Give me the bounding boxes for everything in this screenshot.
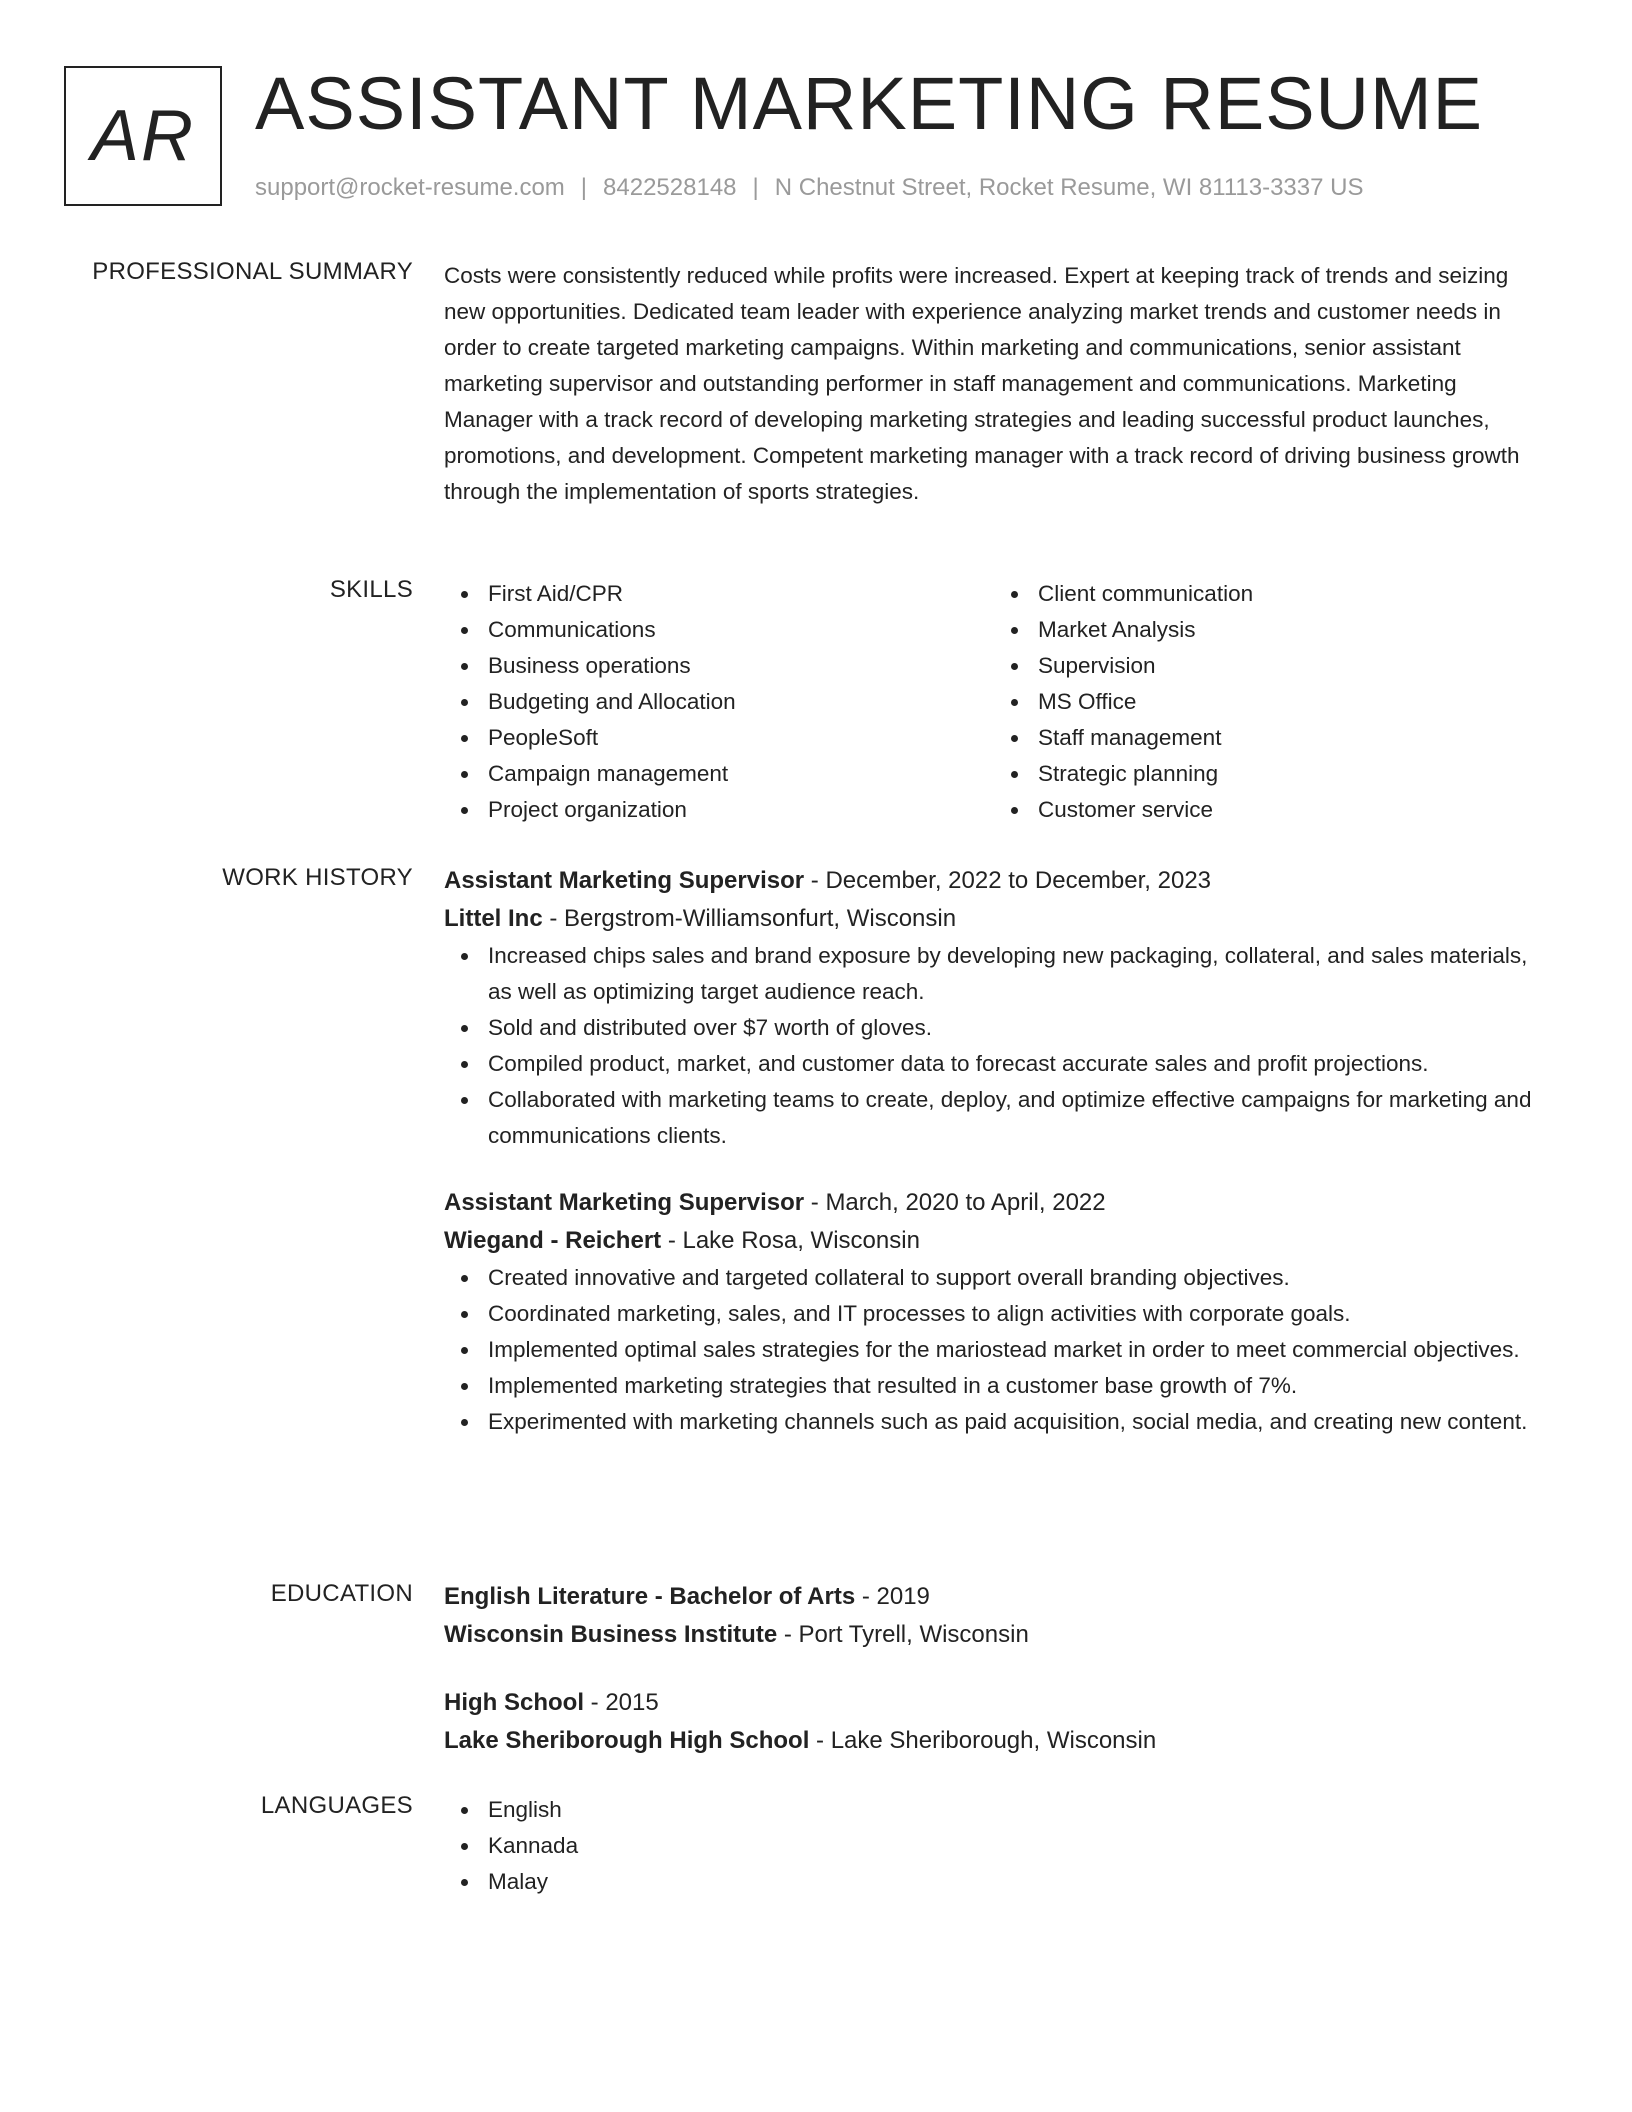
skill-item: Client communication [1038,576,1544,612]
education-location: - Lake Sheriborough, Wisconsin [809,1727,1157,1754]
education-school: Wisconsin Business Institute [444,1621,778,1648]
skills-list-right [994,576,1544,828]
language-item: English [488,1792,1544,1828]
language-item: Kannada [488,1828,1544,1864]
languages-list [444,1792,1544,1900]
language-item: Malay [488,1864,1544,1900]
education-entry [444,1578,1544,1654]
resume-title: ASSISTANT MARKETING RESUME [255,62,1483,145]
education-degree: High School [444,1689,584,1716]
skill-item: Market Analysis [1038,612,1544,648]
contact-separator: | [580,174,588,201]
job-entry [444,1184,1544,1440]
skills-body [444,576,1544,828]
job-bullet: Created innovative and targeted collateral to support overall branding objectives. [488,1260,1544,1296]
work-history-label: WORK HISTORY [222,864,413,891]
skill-item: First Aid/CPR [488,576,994,612]
job-dates: - December, 2022 to December, 2023 [804,867,1212,894]
education-entry [444,1684,1544,1760]
job-title-line [444,1184,1544,1222]
skill-item: Campaign management [488,756,994,792]
job-bullets [444,938,1544,1154]
resume-header [64,62,1564,210]
job-company: Wiegand - Reichert [444,1227,662,1254]
contact-email[interactable]: support@rocket-resume.com [255,174,565,201]
job-location: - Bergstrom-Williamsonfurt, Wisconsin [542,905,957,932]
skill-item: Project organization [488,792,994,828]
summary-text: Costs were consistently reduced while profits were increased. Expert at keeping track of trends and seizing new opportunities. Dedicated team leader with experience analyzing market trends and customer needs in order to create targeted marketing campaigns. Within marketing and communications, senior assistant marketing supervisor and outstanding performer in staff management and communications. Marketing Manager with a track record of developing marketing strategies and leading successful product launches, promotions, and development. Competent marketing manager with a track record of driving business growth through the implementation of sports strategies. [444,263,1520,504]
skill-item: Communications [488,612,994,648]
work-history-body [444,862,1544,1440]
contact-address: N Chestnut Street, Rocket Resume, WI 81113-3337 US [774,174,1364,201]
education-year: - 2019 [855,1583,930,1610]
summary-body [444,258,1544,510]
job-bullet: Increased chips sales and brand exposure by developing new packaging, collateral, and sales materials, as well as optimizing target audience reach. [488,938,1544,1010]
monogram-badge: AR [64,66,222,206]
skill-item: Customer service [1038,792,1544,828]
job-company-line [444,900,1544,938]
skill-item: Staff management [1038,720,1544,756]
skill-item: Budgeting and Allocation [488,684,994,720]
education-degree-line [444,1578,1544,1616]
skill-item: MS Office [1038,684,1544,720]
job-bullets [444,1260,1544,1440]
skill-item: Strategic planning [1038,756,1544,792]
job-bullet: Collaborated with marketing teams to create, deploy, and optimize effective campaigns for marketing and communications clients. [488,1082,1544,1154]
education-body [444,1578,1544,1760]
job-bullet: Compiled product, market, and customer data to forecast accurate sales and profit projections. [488,1046,1544,1082]
job-title-line [444,862,1544,900]
skills-list-left [444,576,994,828]
job-bullet: Coordinated marketing, sales, and IT processes to align activities with corporate goals. [488,1296,1544,1332]
education-school: Lake Sheriborough High School [444,1727,810,1754]
education-location: - Port Tyrell, Wisconsin [777,1621,1029,1648]
education-school-line [444,1722,1544,1760]
job-bullet: Implemented optimal sales strategies for the mariostead market in order to meet commercial objectives. [488,1332,1544,1368]
languages-body [444,1792,1544,1900]
job-bullet: Sold and distributed over $7 worth of gloves. [488,1010,1544,1046]
job-company-line [444,1222,1544,1260]
education-degree: English Literature - Bachelor of Arts [444,1583,856,1610]
education-label: EDUCATION [270,1580,413,1607]
summary-label: PROFESSIONAL SUMMARY [92,258,413,285]
contact-separator: | [752,174,759,201]
education-degree-line [444,1684,1544,1722]
languages-label: LANGUAGES [260,1792,413,1819]
job-title: Assistant Marketing Supervisor [444,1189,805,1216]
contact-line [255,174,1363,202]
education-school-line [444,1616,1544,1654]
education-year: - 2015 [584,1689,659,1716]
job-company: Littel Inc [444,905,543,932]
skill-item: Supervision [1038,648,1544,684]
job-location: - Lake Rosa, Wisconsin [661,1227,920,1254]
skill-item: Business operations [488,648,994,684]
job-title: Assistant Marketing Supervisor [444,867,805,894]
skills-label: SKILLS [329,576,413,603]
job-dates: - March, 2020 to April, 2022 [804,1189,1106,1216]
job-bullet: Experimented with marketing channels such as paid acquisition, social media, and creating new content. [488,1404,1544,1440]
job-entry [444,862,1544,1154]
job-bullet: Implemented marketing strategies that resulted in a customer base growth of 7%. [488,1368,1544,1404]
contact-phone[interactable]: 8422528148 [603,174,737,201]
skill-item: PeopleSoft [488,720,994,756]
